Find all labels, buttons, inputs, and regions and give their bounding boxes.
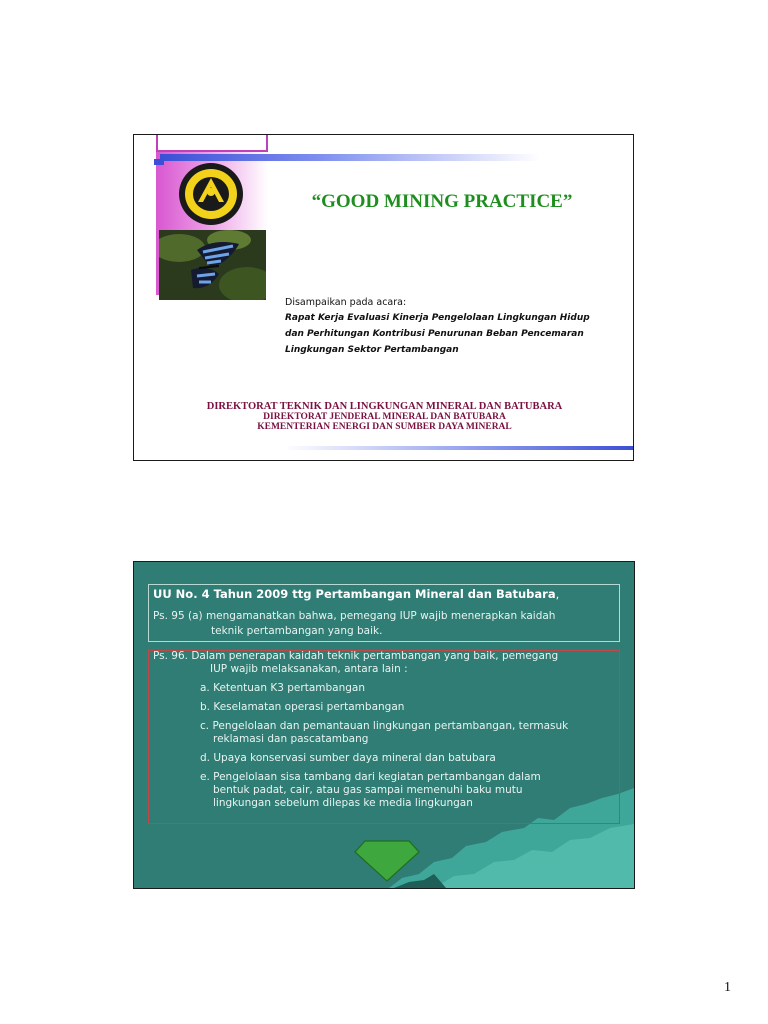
list-item-line: lingkungan sebelum dilepas ke media lingkungan	[213, 797, 473, 809]
article-95-text	[153, 609, 613, 639]
list-item	[200, 771, 610, 810]
list-item	[200, 682, 610, 695]
law-title	[153, 587, 559, 601]
event-line: Rapat Kerja Evaluasi Kinerja Pengelolaan Lingkungan Hidup	[285, 313, 590, 323]
law-title-comma: ,	[555, 587, 560, 601]
list-item-line: b. Keselamatan operasi pertambangan	[200, 701, 405, 713]
event-name	[285, 310, 625, 358]
ministry-emblem-logo	[178, 162, 244, 226]
list-item	[200, 701, 610, 714]
article-95-line: teknik pertambangan yang baik.	[211, 625, 383, 637]
bottom-gradient-bar	[284, 446, 633, 450]
article-95-line: Ps. 95 (a) mengamanatkan bahwa, pemegang IUP wajib menerapkan kaidah	[153, 610, 556, 622]
law-title-text: UU No. 4 Tahun 2009 ttg Pertambangan Mineral dan Batubara	[153, 587, 556, 601]
article-96-line: IUP wajib melaksanakan, antara lain :	[210, 663, 408, 675]
list-item	[200, 720, 610, 746]
article-96-text	[153, 650, 613, 676]
down-arrow-icon	[353, 840, 421, 882]
list-item-line: reklamasi dan pascatambang	[213, 733, 369, 745]
directorate-name: DIREKTORAT TEKNIK DAN LINGKUNGAN MINERAL DAN BATUBARA	[206, 401, 563, 412]
blue-gradient-bar	[160, 154, 540, 161]
article-96-line: Ps. 96. Dalam penerapan kaidah teknik pertambangan yang baik, pemegang	[153, 650, 559, 662]
list-item-line: c. Pengelolaan dan pemantauan lingkungan pertambangan, termasuk	[200, 720, 569, 732]
slide-2	[133, 561, 635, 889]
event-line: dan Perhitungan Kontribusi Penurunan Beban Pencemaran	[285, 329, 584, 339]
ministry-name: KEMENTERIAN ENERGI DAN SUMBER DAYA MINERAL	[257, 422, 512, 432]
list-item-line: bentuk padat, cair, atau gas sampai memenuhi baku mutu	[213, 784, 523, 796]
butterfly-photo	[159, 230, 266, 300]
blue-square-accent	[154, 159, 164, 165]
list-item-line: e. Pengelolaan sisa tambang dari kegiatan pertambangan dalam	[200, 771, 541, 783]
pink-tab-decoration	[156, 135, 268, 152]
obligation-list	[200, 682, 610, 816]
list-item	[200, 752, 610, 765]
presented-at-label: Disampaikan pada acara:	[285, 297, 407, 308]
slide-title: “GOOD MINING PRACTICE”	[311, 191, 573, 212]
list-item-line: a. Ketentuan K3 pertambangan	[200, 682, 365, 694]
page-number: 1	[724, 980, 731, 995]
slide-1	[133, 134, 634, 461]
list-item-line: d. Upaya konservasi sumber daya mineral dan batubara	[200, 752, 496, 764]
event-line: Lingkungan Sektor Pertambangan	[285, 345, 459, 355]
directorate-general-name: DIREKTORAT JENDERAL MINERAL DAN BATUBARA	[263, 412, 506, 422]
